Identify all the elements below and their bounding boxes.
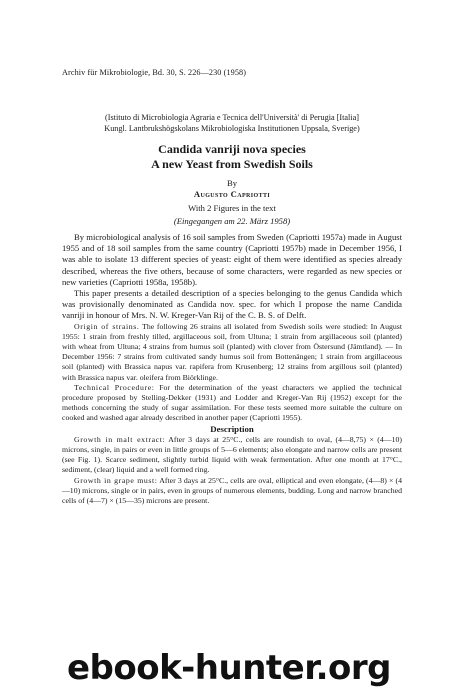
article-body (62, 232, 402, 506)
watermark-banner: ebook-hunter.org (66, 648, 392, 688)
affiliation-line-1: (Istituto di Microbiologia Agraria e Tecnica dell'Università' di Perugia [Italia] (105, 113, 359, 122)
by-label: By (226, 178, 238, 188)
journal-citation: Archiv für Mikrobiologie, Bd. 30, S. 226—230 (1958) (62, 68, 247, 77)
title-line-2: A new Yeast from Swedish Soils (151, 157, 313, 171)
received-date: (Eingegangen am 22. März 1958) (173, 216, 291, 226)
paragraph-origin (62, 322, 402, 383)
origin-text: The following 26 strains all isolated from Swedish soils were studied: In August 1955: 1 strain from freshly tilled, argillaceous soil, from Ultuna; 1 strain from argillaceous soil (planted) with wheat from Ultuna; 4 strains from humus soil (planted) with clover from Östersund (Jämtland). — In December 1956: 7 strains from cultivated sandy humus soil from Bottenängen; 1 strain from argillaceous soil (planted) with Brassica napus var. rapifera from Krusenberg; 12 strains from argillous soil (planted) with Brassica napus var. oleifera from Biörklinge. (62, 321, 402, 382)
paragraph-purpose: This paper presents a detailed description of a species belonging to the genus Candida which was provisionally denominated as Candida nov. spec. for which I propose the name Candida vanriji in honour of Mrs. N. W. Kreger-Van Rij of the C. B. S. of Delft. (62, 288, 402, 321)
affiliation (62, 112, 402, 134)
affiliation-line-2: Kungl. Lantbrukshögskolans Mikrobiologiska Institutionen Uppsala, Sverige) (104, 124, 360, 133)
paragraph-intro: By microbiological analysis of 16 soil samples from Sweden (Capriotti 1957a) made in August 1955 and of 18 soil samples from the same country (Capriotti 1957b) made in December 1956, I was able to isolate 13 different species of yeast: eight of them were identified as species already described, whereas the five others, because of some characters, were regarded as new species or new varieties (Capriotti 1958a, 1958b). (62, 232, 402, 287)
article-title (62, 142, 402, 172)
technical-heading: Technical Procedure: (74, 382, 155, 392)
malt-text: After 3 days at 25°C., cells are roundish to oval, (4—8,75) × (4—10) microns, single, in pairs or even in little groups of 5—6 elements; also elongate and narrow cells are present (see Fig. 1). Scarce sediment, slightly turbid liquid with weak fermentation. After one month at 17°C., sediment, (clear) liquid and a well formed ring. (62, 434, 402, 475)
figures-note: With 2 Figures in the text (188, 203, 276, 213)
author-name: Augusto Capriotti (193, 189, 271, 199)
paragraph-grape (62, 476, 402, 507)
technical-text: For the determination of the yeast characters we applied the technical procedure proposed by Stelling-Dekker (1931) and Lodder and Kreger-Van Rij (1952) except for the methods concerning the study of sugar assimilation. For these tests seemed more suitable the culture on cooked and washed agar already described in another paper (Capriotti 1955). (62, 382, 402, 423)
origin-heading: Origin of strains. (74, 321, 140, 331)
section-heading-description: Description (210, 423, 254, 434)
grape-heading: Growth in grape must: (74, 475, 158, 485)
malt-heading: Growth in malt extract: (74, 434, 166, 444)
title-line-1: Candida vanriji nova species (158, 142, 306, 156)
paragraph-malt (62, 435, 402, 476)
paragraph-technical (62, 383, 402, 424)
byline (62, 178, 402, 227)
grape-text: After 3 days at 25°C., cells are oval, elliptical and even elongate, (4—8) × (4—10) microns, single or in pairs, even in groups of numerous elements, budding. Long and narrow branched cells of (4—7) × (15—35) microns are present. (62, 475, 402, 506)
